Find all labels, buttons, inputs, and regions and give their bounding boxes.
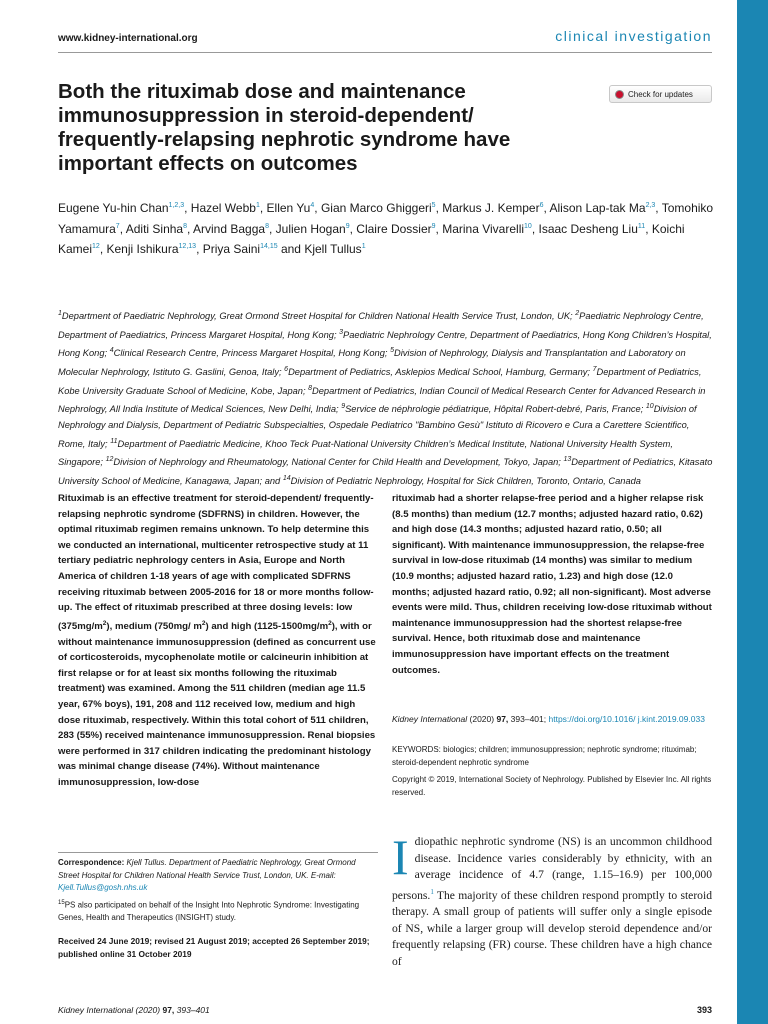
affiliation-text: Department of Pediatrics, Asklepios Medical School, Hamburg, Germany; <box>288 367 591 378</box>
correspondence-label: Correspondence: <box>58 858 125 867</box>
author-affiliation-link[interactable]: 8 <box>265 222 269 230</box>
reference-link[interactable]: 1 <box>430 887 434 896</box>
affiliation-number: 1 <box>58 310 62 317</box>
author-name: Gian Marco Ghiggeri <box>320 201 432 215</box>
author-name: Ellen Yu <box>266 201 311 215</box>
affiliation-text: Paediatric Nephrology Centre, Department of Paediatrics, Princess Margaret Hospital, Hong Kong; <box>58 311 704 340</box>
check-for-updates-label: Check for updates <box>628 89 693 99</box>
author-name: Eugene Yu-hin Chan <box>58 201 169 215</box>
superscript-2: 2 <box>328 619 332 627</box>
affiliation-number: 7 <box>592 366 597 374</box>
author-affiliation-link[interactable]: 9 <box>431 222 436 230</box>
article-title: Both the rituximab dose and maintenance immunosuppression in steroid-dependent/ frequently-relapsing nephrotic syndrome have important effects on outcomes <box>58 80 511 175</box>
abstract-column-2: rituximab had a shorter relapse-free period and a higher relapse risk (8.5 months) than medium (12.7 months; adjusted hazard ratio, 0.62) and high dose (14.3 months; adjusted hazard ratio, 0.50; all significant). With maintenance immunosuppression, the relapse-free survival in low-dose rituximab (14 months) was similar to medium (10.9 months; adjusted hazard ratio, 1.23) and high dose (12.0 months; adjusted hazard ratio, 0.92; all non-significant). Most adverse events were mild. Thus, children receiving low-dose rituximab without maintenance immunosuppression had the shortest relapse-free survival. Hence, both rituximab dose and maintenance immunosuppression have important effects on the treatment outcomes. <box>392 493 712 676</box>
affiliation-text: Division of Nephrology and Rheumatology, National Center for Child Health and Development, Tokyo, Japan; <box>113 457 561 468</box>
footer-journal: Kidney International <box>58 1005 134 1015</box>
author-affiliation-link[interactable]: 4 <box>310 202 315 209</box>
journal-color-bar <box>737 0 768 1024</box>
citation-journal: Kidney International <box>392 714 468 724</box>
footer-pages: 393–401 <box>176 1005 210 1015</box>
footer-volume: 97, <box>162 1005 175 1015</box>
copyright-notice: Copyright © 2019, International Society of Nephrology. Published by Elsevier Inc. All rights reserved. <box>392 775 712 797</box>
intro-text-2: The majority of these children respond promptly to steroid therapy. A small group of patients will suffer only a single episode of NS, while a larger group will develop steroid dependence and/or frequently relapsing (FR) course. These children have a high chance of <box>392 888 712 969</box>
affiliation-text: Paediatric Nephrology Centre, Department of Paediatrics, Hong Kong Children’s Hospital, Hong Kong; <box>58 329 712 359</box>
journal-url-link[interactable]: www.kidney-international.org <box>58 33 198 44</box>
intro-text-1: diopathic nephrotic syndrome (NS) is an uncommon childhood disease. Incidence varies considerably by ethnicity, with an average incidence of 4.7 (range, 1.15–16.9) per 100,000 persons. <box>392 835 712 902</box>
author-name: Aditi Sinha <box>125 221 184 236</box>
author-name: Arvind Bagga <box>193 221 266 236</box>
author-affiliation-link[interactable]: 1 <box>361 243 366 250</box>
affiliation-number: 2 <box>575 310 580 317</box>
footnote-divider <box>58 852 378 853</box>
affiliation-number: 11 <box>110 437 118 445</box>
citation-year: (2020) <box>469 714 495 724</box>
superscript-2: 2 <box>201 619 206 627</box>
author-name: Koichi Kamei <box>58 221 685 256</box>
superscript-2: 2 <box>102 619 107 627</box>
author-name: Tomohiko Yamamura <box>58 201 714 236</box>
affiliation-number: 3 <box>339 328 344 336</box>
author-affiliation-link[interactable]: 1,2,3 <box>168 202 185 209</box>
abstract-text-2: ), medium (750mg/ m <box>106 620 202 632</box>
affiliation-number: 10 <box>645 403 654 411</box>
affiliation-text: Division of Pediatric Nephrology, Hospital for Sick Children, Toronto, Ontario, Canada <box>290 476 641 487</box>
citation-volume: 97, <box>496 714 509 724</box>
footnote-15 <box>58 897 378 925</box>
abstract-column-1 <box>58 491 380 790</box>
affiliation-text: Department of Pediatrics, Kitasato University School of Medicine, Kanagawa, Japan; and <box>58 457 713 487</box>
affiliation-number: 4 <box>109 347 114 355</box>
author-affiliation-link[interactable]: 6 <box>539 202 544 209</box>
check-for-updates-button[interactable] <box>609 85 712 103</box>
affiliation-number: 14 <box>282 475 291 483</box>
affiliation-number: 9 <box>341 403 346 411</box>
affiliation-number: 5 <box>390 347 394 355</box>
author-name: Kjell Tullus <box>304 242 362 256</box>
affiliation-text: Service de néphrologie pédiatrique, Hôpital Robert-debré, Paris, France; <box>345 404 644 415</box>
correspondence-text: Kjell Tullus. Department of Paediatric Nephrology, Great Ormond Street Hospital for Children National Health Service Trust, London, UK. E-mail: <box>58 858 356 880</box>
author-list: Eugene Yu-hin Chan$^{1,2,3}$, Hazel Webb$^1$, Ellen Yu$^4$, Gian Marco Ghiggeri$^5$, Markus J. Kemper$^6$, Alison Lap-tak Ma$^{2,3}$, Tomohiko Yamamura$^7$, Aditi Sinha$^8$, Arvind Bagga$^8$, Julien Hogan$^9$, Claire Dossier$^9$, Marina Vivarelli$^{10}$, Isaac Desheng Liu$^{11}$, Koichi Kamei$^{12}$, Kenji Ishikura$^{12,13}$, Priya Saini$^{14,15}$ and Kjell Tullus$^1$ <box>58 201 714 256</box>
author-affiliation-link[interactable]: 9 <box>345 222 350 230</box>
email-link[interactable]: Kjell.Tullus@gosh.nhs.uk <box>58 883 148 892</box>
section-label: clinical investigation <box>555 28 712 44</box>
author-name: Priya Saini <box>202 242 261 256</box>
keywords: KEYWORDS: biologics; children; immunosuppression; nephrotic syndrome; rituximab; steroid-dependent nephrotic syndrome <box>392 745 697 767</box>
footer-year: (2020) <box>135 1005 161 1015</box>
affiliation-text: Clinical Research Centre, Princess Margaret Hospital, Hong Kong; <box>113 348 388 359</box>
author-affiliation-link[interactable]: 2,3 <box>645 202 656 209</box>
author-affiliation-link[interactable]: 5 <box>431 202 436 209</box>
author-affiliation-link[interactable]: 11 <box>637 222 646 230</box>
introduction-text <box>392 829 712 971</box>
affiliation-text: Department of Pediatrics, Kobe University Graduate School of Medicine, Kobe, Japan; <box>58 367 702 396</box>
author-name: Claire Dossier <box>356 221 432 236</box>
author-affiliation-link[interactable]: 14,15 <box>260 243 278 250</box>
abstract-text-1: Rituximab is an effective treatment for steroid-dependent/ frequently-relapsing nephrotic syndrome (SDFRNS) in children. However, the optimal rituximab regimen remains unknown. To help determine this we conducted an international, multicenter retrospective study at 11 tertiary pediatric nephrology centers in Asia, Europe and North America of children 1-18 years of age with complicated SDFRNS receiving rituximab between 2005-2016 for 18 or more months follow-up. The effect of rituximab prescribed at three dosing levels: low (375mg/m <box>58 493 374 632</box>
doi-link[interactable]: https://doi.org/10.1016/ j.kint.2019.09.033 <box>548 714 705 724</box>
affiliation-number: 6 <box>284 366 289 374</box>
correspondence-note <box>58 857 378 895</box>
affiliation-number: 8 <box>308 384 313 392</box>
author-name: Markus J. Kemper <box>442 201 540 215</box>
affiliation-text: Department of Paediatric Medicine, Khoo Teck Puat-National University Children’s Medical Institute, National University Health System, Singapore; <box>58 438 673 468</box>
page-number: 393 <box>696 1005 712 1015</box>
footer-citation <box>58 1005 210 1015</box>
author-name: Marina Vivarelli <box>442 221 525 236</box>
crossmark-icon <box>615 90 624 99</box>
footnote-text: PS also participated on behalf of the Insight Into Nephrotic Syndrome: Investigating Genes, Health and Therapeutics (INSIGHT) study. <box>58 900 360 923</box>
author-name: Kenji Ishikura <box>106 242 179 256</box>
affiliation-text: Division of Nephrology and Dialysis, Department of Pediatric Subspecialties, Ospedale Pediatrico "Bambino Gesù" Istituto di Ricovero e Cura a Carettere Scientifico, Rome, Italy; <box>58 404 697 449</box>
author-affiliation-link[interactable]: 10 <box>524 222 532 230</box>
footnote-marker: 15 <box>58 900 65 906</box>
article-citation <box>392 713 712 726</box>
author-affiliation-link[interactable]: 8 <box>183 222 187 230</box>
affiliation-number: 13 <box>563 456 572 464</box>
author-name: Alison Lap-tak Ma <box>549 201 646 215</box>
affiliation-text: Division of Nephrology, Dialysis and Transplantation and Laboratory on Molecular Nephrology, Istituto G. Gaslini, Genoa, Italy; <box>58 348 686 378</box>
author-name: Hazel Webb <box>190 201 256 215</box>
received-dates: Received 24 June 2019; revised 21 August 2019; accepted 26 September 2019; published online 31 October 2019 <box>58 936 370 959</box>
author-affiliation-link[interactable]: 12,13 <box>178 243 197 250</box>
author-name: Isaac Desheng Liu <box>538 221 638 236</box>
author-affiliation-link[interactable]: 1 <box>255 202 260 209</box>
affiliation-text: Department of Paediatric Nephrology, Great Ormond Street Hospital for Children National Health Service Trust, London, UK; <box>61 311 573 322</box>
author-affiliation-link[interactable]: 12 <box>92 243 100 250</box>
affiliation-number: 12 <box>105 456 114 464</box>
author-affiliation-link[interactable]: 7 <box>115 222 120 230</box>
affiliation-text: Department of Pediatrics, Indian Council of Medical Research Center for Advanced Research in Nephrology, All India Institute of Medical Sciences, New Delhi, India; <box>58 385 706 415</box>
affiliation-list <box>58 306 718 490</box>
author-name: Julien Hogan <box>275 221 346 236</box>
abstract-text-4: ), with or without maintenance immunosuppression (defined as concurrent use of corticosteroids, mycophenolate motile or calcineurin inhibition at first relapse or for at least six months following the rituximab treatment) was examined. Among the 511 children (median age 11.5 year, 67% boys), 191, 208 and 112 received low, medium and high dose rituximab, respectively. Within this total cohort of 511 children, 283 (55%) received maintenance immunosuppression. Renal biopsies were performed in 317 children indicating the predominant histology was minimal change disease (74%). Without maintenance immunosuppression, low-dose <box>58 620 376 788</box>
citation-pages: 393–401; <box>510 714 547 724</box>
drop-cap: I <box>392 829 409 885</box>
header-divider <box>58 52 712 53</box>
abstract-text-3: ) and high (1125-1500mg/m <box>205 620 329 632</box>
